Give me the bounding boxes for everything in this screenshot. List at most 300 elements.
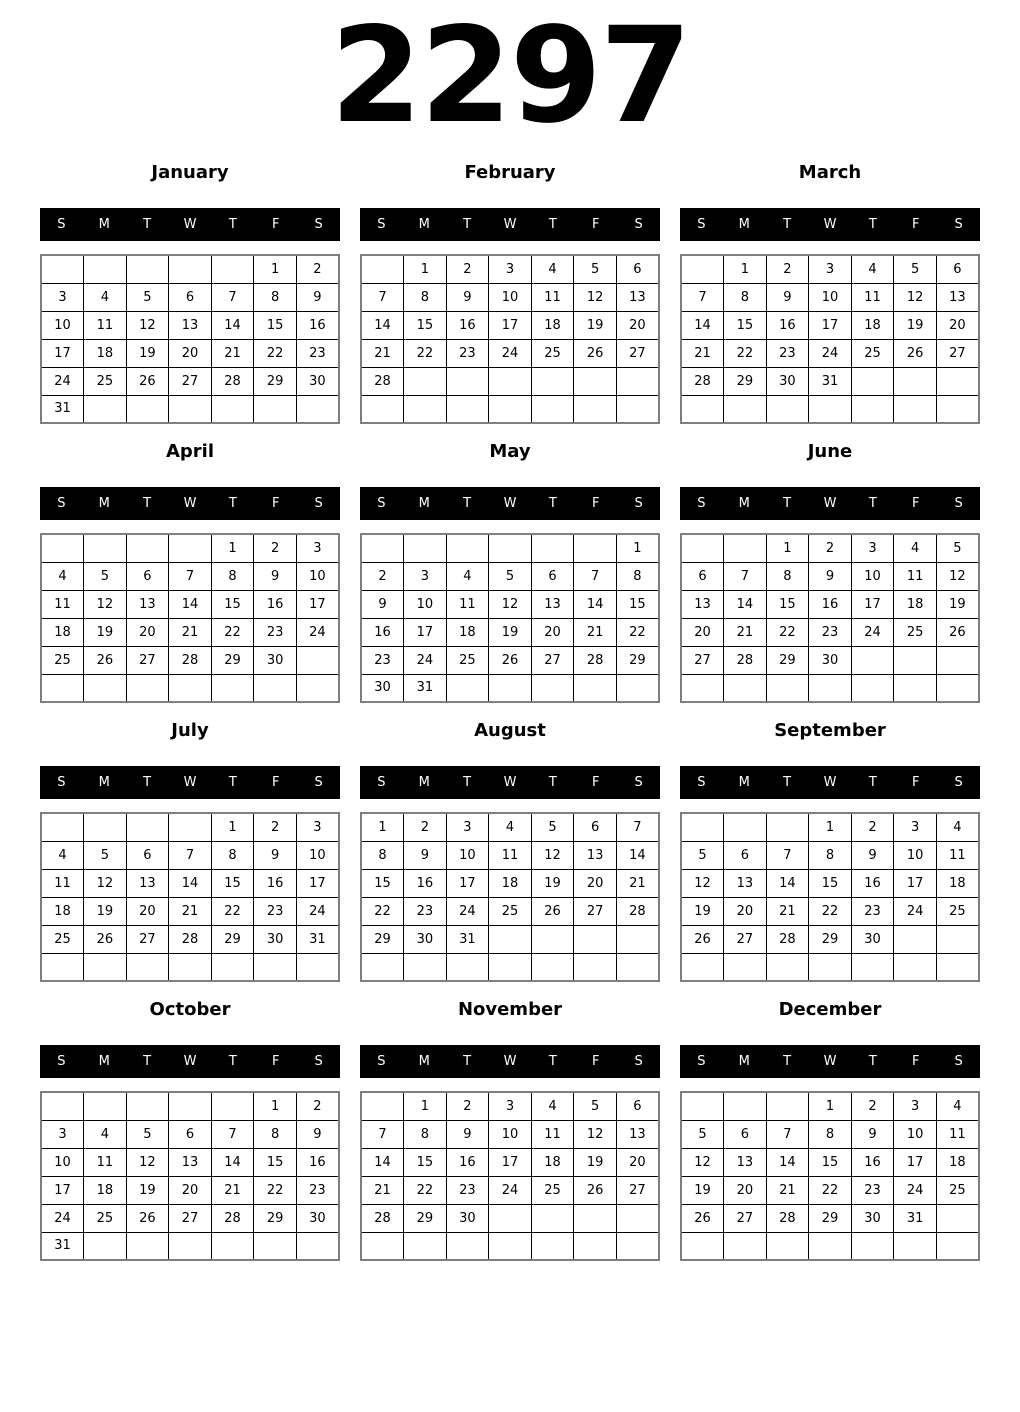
day-cell: 15 xyxy=(404,311,447,339)
day-cell: 20 xyxy=(126,897,169,925)
day-cell: 13 xyxy=(169,311,212,339)
week-row xyxy=(681,395,979,423)
week-row xyxy=(681,311,979,339)
day-cell: 15 xyxy=(616,590,659,618)
day-cell: 8 xyxy=(724,283,767,311)
day-cell: 8 xyxy=(404,283,447,311)
day-cell: 4 xyxy=(41,562,84,590)
day-cell: 17 xyxy=(809,311,852,339)
empty-day-cell xyxy=(936,953,979,981)
day-cell: 5 xyxy=(894,255,937,283)
empty-day-cell xyxy=(724,1232,767,1260)
day-cell: 9 xyxy=(766,283,809,311)
day-cell: 17 xyxy=(41,1176,84,1204)
day-cell: 30 xyxy=(851,925,894,953)
empty-day-cell xyxy=(169,255,212,283)
day-cell: 18 xyxy=(84,1176,127,1204)
day-cell: 14 xyxy=(361,311,404,339)
empty-day-cell xyxy=(574,367,617,395)
empty-day-cell xyxy=(211,1092,254,1120)
empty-day-cell xyxy=(404,367,447,395)
day-cell: 23 xyxy=(254,618,297,646)
day-cell: 26 xyxy=(84,925,127,953)
day-cell: 21 xyxy=(169,618,212,646)
day-cell: 1 xyxy=(404,255,447,283)
day-cell: 7 xyxy=(169,562,212,590)
day-cell: 10 xyxy=(296,562,339,590)
day-cell: 18 xyxy=(41,618,84,646)
empty-day-cell xyxy=(84,255,127,283)
day-cell: 24 xyxy=(296,618,339,646)
week-row xyxy=(681,562,979,590)
day-cell: 27 xyxy=(616,1176,659,1204)
empty-day-cell xyxy=(489,534,532,562)
day-cell: 2 xyxy=(446,255,489,283)
day-cell: 26 xyxy=(681,1204,724,1232)
weekday-label: M xyxy=(98,1054,110,1069)
day-cell: 3 xyxy=(489,255,532,283)
empty-day-cell xyxy=(211,255,254,283)
week-row xyxy=(41,1204,339,1232)
week-row xyxy=(681,255,979,283)
day-cell: 4 xyxy=(531,1092,574,1120)
day-cell: 1 xyxy=(616,534,659,562)
day-cell: 20 xyxy=(126,618,169,646)
month-days-body xyxy=(41,534,339,702)
day-cell: 14 xyxy=(361,1148,404,1176)
empty-day-cell xyxy=(574,534,617,562)
weekday-label: S xyxy=(314,1054,323,1069)
day-cell: 29 xyxy=(211,646,254,674)
day-cell: 15 xyxy=(404,1148,447,1176)
day-cell: 20 xyxy=(936,311,979,339)
day-cell: 9 xyxy=(296,1120,339,1148)
empty-day-cell xyxy=(41,813,84,841)
month-days-table xyxy=(680,254,980,424)
weekday-label: S xyxy=(697,775,706,790)
empty-day-cell xyxy=(724,953,767,981)
day-cell: 26 xyxy=(531,897,574,925)
month-may xyxy=(360,441,660,703)
empty-day-cell xyxy=(296,646,339,674)
day-cell: 1 xyxy=(404,1092,447,1120)
empty-day-cell xyxy=(616,953,659,981)
weekday-label: F xyxy=(911,1054,920,1069)
day-cell: 4 xyxy=(446,562,489,590)
weekday-label: S xyxy=(57,217,66,232)
empty-day-cell xyxy=(446,395,489,423)
month-june xyxy=(680,441,980,703)
day-cell: 22 xyxy=(211,897,254,925)
week-row xyxy=(361,255,659,283)
day-cell: 4 xyxy=(936,813,979,841)
day-cell: 19 xyxy=(894,311,937,339)
week-row xyxy=(681,646,979,674)
week-row xyxy=(681,590,979,618)
weekday-label: T xyxy=(143,217,152,232)
day-cell: 29 xyxy=(254,367,297,395)
empty-day-cell xyxy=(84,534,127,562)
day-cell: 15 xyxy=(809,1148,852,1176)
day-cell: 6 xyxy=(724,1120,767,1148)
day-cell: 14 xyxy=(766,1148,809,1176)
day-cell: 4 xyxy=(489,813,532,841)
week-row xyxy=(361,1120,659,1148)
day-cell: 20 xyxy=(169,339,212,367)
month-days-table xyxy=(40,254,340,424)
empty-day-cell xyxy=(41,953,84,981)
weekday-label: S xyxy=(377,217,386,232)
empty-day-cell xyxy=(894,395,937,423)
empty-day-cell xyxy=(809,674,852,702)
day-cell: 1 xyxy=(211,813,254,841)
day-cell: 21 xyxy=(616,869,659,897)
day-cell: 1 xyxy=(254,1092,297,1120)
day-cell: 3 xyxy=(894,1092,937,1120)
day-cell: 10 xyxy=(41,1148,84,1176)
day-cell: 24 xyxy=(894,897,937,925)
day-cell: 21 xyxy=(724,618,767,646)
day-cell: 17 xyxy=(296,590,339,618)
empty-day-cell xyxy=(531,925,574,953)
day-cell: 2 xyxy=(446,1092,489,1120)
day-cell: 12 xyxy=(489,590,532,618)
day-cell: 12 xyxy=(936,562,979,590)
empty-day-cell xyxy=(126,674,169,702)
weekday-label: S xyxy=(954,217,963,232)
day-cell: 26 xyxy=(936,618,979,646)
day-cell: 23 xyxy=(851,1176,894,1204)
weekday-label: T xyxy=(783,217,792,232)
week-row xyxy=(41,813,339,841)
month-title: March xyxy=(798,162,862,183)
weekday-label: T xyxy=(868,1054,877,1069)
day-cell: 22 xyxy=(254,339,297,367)
day-cell: 16 xyxy=(851,869,894,897)
weekday-label: W xyxy=(183,775,197,790)
empty-day-cell xyxy=(41,534,84,562)
day-cell: 13 xyxy=(126,869,169,897)
empty-day-cell xyxy=(169,534,212,562)
week-row xyxy=(41,1148,339,1176)
day-cell: 1 xyxy=(361,813,404,841)
day-cell: 29 xyxy=(361,925,404,953)
day-cell: 7 xyxy=(766,1120,809,1148)
week-row xyxy=(41,674,339,702)
week-row xyxy=(361,562,659,590)
month-july xyxy=(40,720,340,982)
day-cell: 13 xyxy=(169,1148,212,1176)
week-row xyxy=(41,646,339,674)
day-cell: 15 xyxy=(254,311,297,339)
weekday-label: T xyxy=(463,1054,472,1069)
month-march xyxy=(680,162,980,424)
day-cell: 10 xyxy=(296,841,339,869)
week-row xyxy=(41,367,339,395)
empty-day-cell xyxy=(681,395,724,423)
day-cell: 1 xyxy=(809,813,852,841)
empty-day-cell xyxy=(531,395,574,423)
week-row xyxy=(41,311,339,339)
week-row xyxy=(41,1176,339,1204)
day-cell: 7 xyxy=(681,283,724,311)
day-cell: 26 xyxy=(574,1176,617,1204)
week-row xyxy=(681,283,979,311)
month-december xyxy=(680,999,980,1261)
day-cell: 24 xyxy=(851,618,894,646)
empty-day-cell xyxy=(851,367,894,395)
weekday-header-row xyxy=(40,766,340,799)
empty-day-cell xyxy=(616,367,659,395)
weekday-label: F xyxy=(271,496,280,511)
day-cell: 6 xyxy=(936,255,979,283)
day-cell: 10 xyxy=(489,283,532,311)
month-days-table xyxy=(680,533,980,703)
day-cell: 15 xyxy=(211,869,254,897)
week-row xyxy=(681,897,979,925)
day-cell: 15 xyxy=(724,311,767,339)
weekday-label: W xyxy=(823,217,837,232)
day-cell: 30 xyxy=(254,646,297,674)
day-cell: 29 xyxy=(809,925,852,953)
empty-day-cell xyxy=(936,1204,979,1232)
weekday-label: M xyxy=(98,217,110,232)
weekday-label: W xyxy=(823,496,837,511)
day-cell: 31 xyxy=(809,367,852,395)
empty-day-cell xyxy=(681,1092,724,1120)
day-cell: 28 xyxy=(574,646,617,674)
day-cell: 14 xyxy=(766,869,809,897)
weekday-label: M xyxy=(738,217,750,232)
day-cell: 8 xyxy=(361,841,404,869)
week-row xyxy=(361,283,659,311)
day-cell: 11 xyxy=(489,841,532,869)
empty-day-cell xyxy=(254,674,297,702)
calendar-grid xyxy=(0,148,1020,1261)
week-row xyxy=(681,367,979,395)
week-row xyxy=(681,925,979,953)
day-cell: 17 xyxy=(894,869,937,897)
day-cell: 8 xyxy=(404,1120,447,1148)
day-cell: 8 xyxy=(211,562,254,590)
empty-day-cell xyxy=(254,1232,297,1260)
day-cell: 14 xyxy=(169,869,212,897)
weekday-label: M xyxy=(418,217,430,232)
day-cell: 31 xyxy=(894,1204,937,1232)
empty-day-cell xyxy=(404,534,447,562)
day-cell: 4 xyxy=(894,534,937,562)
weekday-label: T xyxy=(463,217,472,232)
day-cell: 8 xyxy=(766,562,809,590)
weekday-label: S xyxy=(697,1054,706,1069)
day-cell: 8 xyxy=(254,1120,297,1148)
day-cell: 16 xyxy=(254,590,297,618)
day-cell: 19 xyxy=(84,897,127,925)
day-cell: 28 xyxy=(169,646,212,674)
day-cell: 18 xyxy=(41,897,84,925)
empty-day-cell xyxy=(404,1232,447,1260)
week-row xyxy=(361,925,659,953)
day-cell: 12 xyxy=(84,869,127,897)
day-cell: 14 xyxy=(211,1148,254,1176)
weekday-label: S xyxy=(314,496,323,511)
day-cell: 24 xyxy=(809,339,852,367)
empty-day-cell xyxy=(254,395,297,423)
week-row xyxy=(41,590,339,618)
weekday-label: T xyxy=(228,1054,237,1069)
empty-day-cell xyxy=(851,953,894,981)
day-cell: 3 xyxy=(446,813,489,841)
empty-day-cell xyxy=(169,953,212,981)
day-cell: 17 xyxy=(489,1148,532,1176)
weekday-label: S xyxy=(634,496,643,511)
empty-day-cell xyxy=(404,395,447,423)
day-cell: 30 xyxy=(296,367,339,395)
day-cell: 20 xyxy=(169,1176,212,1204)
day-cell: 26 xyxy=(489,646,532,674)
day-cell: 21 xyxy=(681,339,724,367)
empty-day-cell xyxy=(681,1232,724,1260)
day-cell: 24 xyxy=(404,646,447,674)
day-cell: 19 xyxy=(84,618,127,646)
week-row xyxy=(41,562,339,590)
day-cell: 24 xyxy=(41,367,84,395)
week-row xyxy=(681,841,979,869)
weekday-label: T xyxy=(868,496,877,511)
day-cell: 1 xyxy=(254,255,297,283)
weekday-label: W xyxy=(823,775,837,790)
day-cell: 15 xyxy=(361,869,404,897)
month-days-body xyxy=(361,255,659,423)
day-cell: 30 xyxy=(446,1204,489,1232)
day-cell: 26 xyxy=(126,367,169,395)
weekday-label: W xyxy=(183,217,197,232)
month-october xyxy=(40,999,340,1261)
week-row xyxy=(681,1120,979,1148)
day-cell: 11 xyxy=(936,841,979,869)
day-cell: 22 xyxy=(404,1176,447,1204)
month-title: June xyxy=(807,441,853,462)
month-title: August xyxy=(474,720,546,741)
day-cell: 5 xyxy=(84,562,127,590)
day-cell: 19 xyxy=(531,869,574,897)
day-cell: 6 xyxy=(681,562,724,590)
week-row xyxy=(361,339,659,367)
day-cell: 17 xyxy=(41,339,84,367)
day-cell: 28 xyxy=(169,925,212,953)
empty-day-cell xyxy=(84,395,127,423)
empty-day-cell xyxy=(489,925,532,953)
empty-day-cell xyxy=(169,674,212,702)
day-cell: 19 xyxy=(126,1176,169,1204)
week-row xyxy=(361,674,659,702)
weekday-label: T xyxy=(228,775,237,790)
weekday-header-row xyxy=(360,487,660,520)
weekday-label: W xyxy=(183,496,197,511)
weekday-label: S xyxy=(634,775,643,790)
day-cell: 13 xyxy=(936,283,979,311)
weekday-label: W xyxy=(503,1054,517,1069)
day-cell: 28 xyxy=(766,1204,809,1232)
day-cell: 25 xyxy=(531,1176,574,1204)
day-cell: 9 xyxy=(254,841,297,869)
empty-day-cell xyxy=(446,534,489,562)
weekday-label: T xyxy=(548,1054,557,1069)
day-cell: 3 xyxy=(41,1120,84,1148)
day-cell: 2 xyxy=(296,1092,339,1120)
day-cell: 4 xyxy=(531,255,574,283)
month-days-table xyxy=(40,1091,340,1261)
day-cell: 11 xyxy=(84,311,127,339)
day-cell: 23 xyxy=(296,1176,339,1204)
day-cell: 13 xyxy=(574,841,617,869)
day-cell: 24 xyxy=(296,897,339,925)
day-cell: 14 xyxy=(681,311,724,339)
empty-day-cell xyxy=(84,953,127,981)
day-cell: 16 xyxy=(254,869,297,897)
month-days-table xyxy=(360,254,660,424)
weekday-header-row xyxy=(40,208,340,241)
weekday-label: F xyxy=(591,1054,600,1069)
month-title: April xyxy=(165,441,215,462)
empty-day-cell xyxy=(616,674,659,702)
day-cell: 20 xyxy=(616,1148,659,1176)
day-cell: 10 xyxy=(404,590,447,618)
weekday-header-row xyxy=(680,1045,980,1078)
day-cell: 26 xyxy=(681,925,724,953)
day-cell: 22 xyxy=(809,897,852,925)
day-cell: 1 xyxy=(809,1092,852,1120)
day-cell: 19 xyxy=(936,590,979,618)
month-august xyxy=(360,720,660,982)
day-cell: 19 xyxy=(574,1148,617,1176)
weekday-label: T xyxy=(783,775,792,790)
day-cell: 16 xyxy=(809,590,852,618)
empty-day-cell xyxy=(574,1232,617,1260)
day-cell: 23 xyxy=(446,339,489,367)
weekday-label: F xyxy=(911,217,920,232)
day-cell: 11 xyxy=(84,1148,127,1176)
month-days-body xyxy=(681,255,979,423)
empty-day-cell xyxy=(41,1092,84,1120)
empty-day-cell xyxy=(126,395,169,423)
day-cell: 20 xyxy=(574,869,617,897)
day-cell: 30 xyxy=(296,1204,339,1232)
day-cell: 27 xyxy=(724,925,767,953)
day-cell: 16 xyxy=(446,311,489,339)
day-cell: 30 xyxy=(809,646,852,674)
empty-day-cell xyxy=(936,1232,979,1260)
day-cell: 21 xyxy=(211,339,254,367)
empty-day-cell xyxy=(296,395,339,423)
day-cell: 30 xyxy=(851,1204,894,1232)
weekday-header-row xyxy=(680,766,980,799)
weekday-label: T xyxy=(463,496,472,511)
empty-day-cell xyxy=(84,813,127,841)
weekday-label: S xyxy=(377,775,386,790)
day-cell: 29 xyxy=(809,1204,852,1232)
day-cell: 25 xyxy=(489,897,532,925)
week-row xyxy=(681,1176,979,1204)
weekday-label: T xyxy=(548,775,557,790)
empty-day-cell xyxy=(681,674,724,702)
day-cell: 13 xyxy=(616,283,659,311)
week-row xyxy=(41,1232,339,1260)
weekday-label: M xyxy=(418,1054,430,1069)
weekday-label: F xyxy=(911,496,920,511)
weekday-label: F xyxy=(271,1054,280,1069)
day-cell: 10 xyxy=(894,1120,937,1148)
